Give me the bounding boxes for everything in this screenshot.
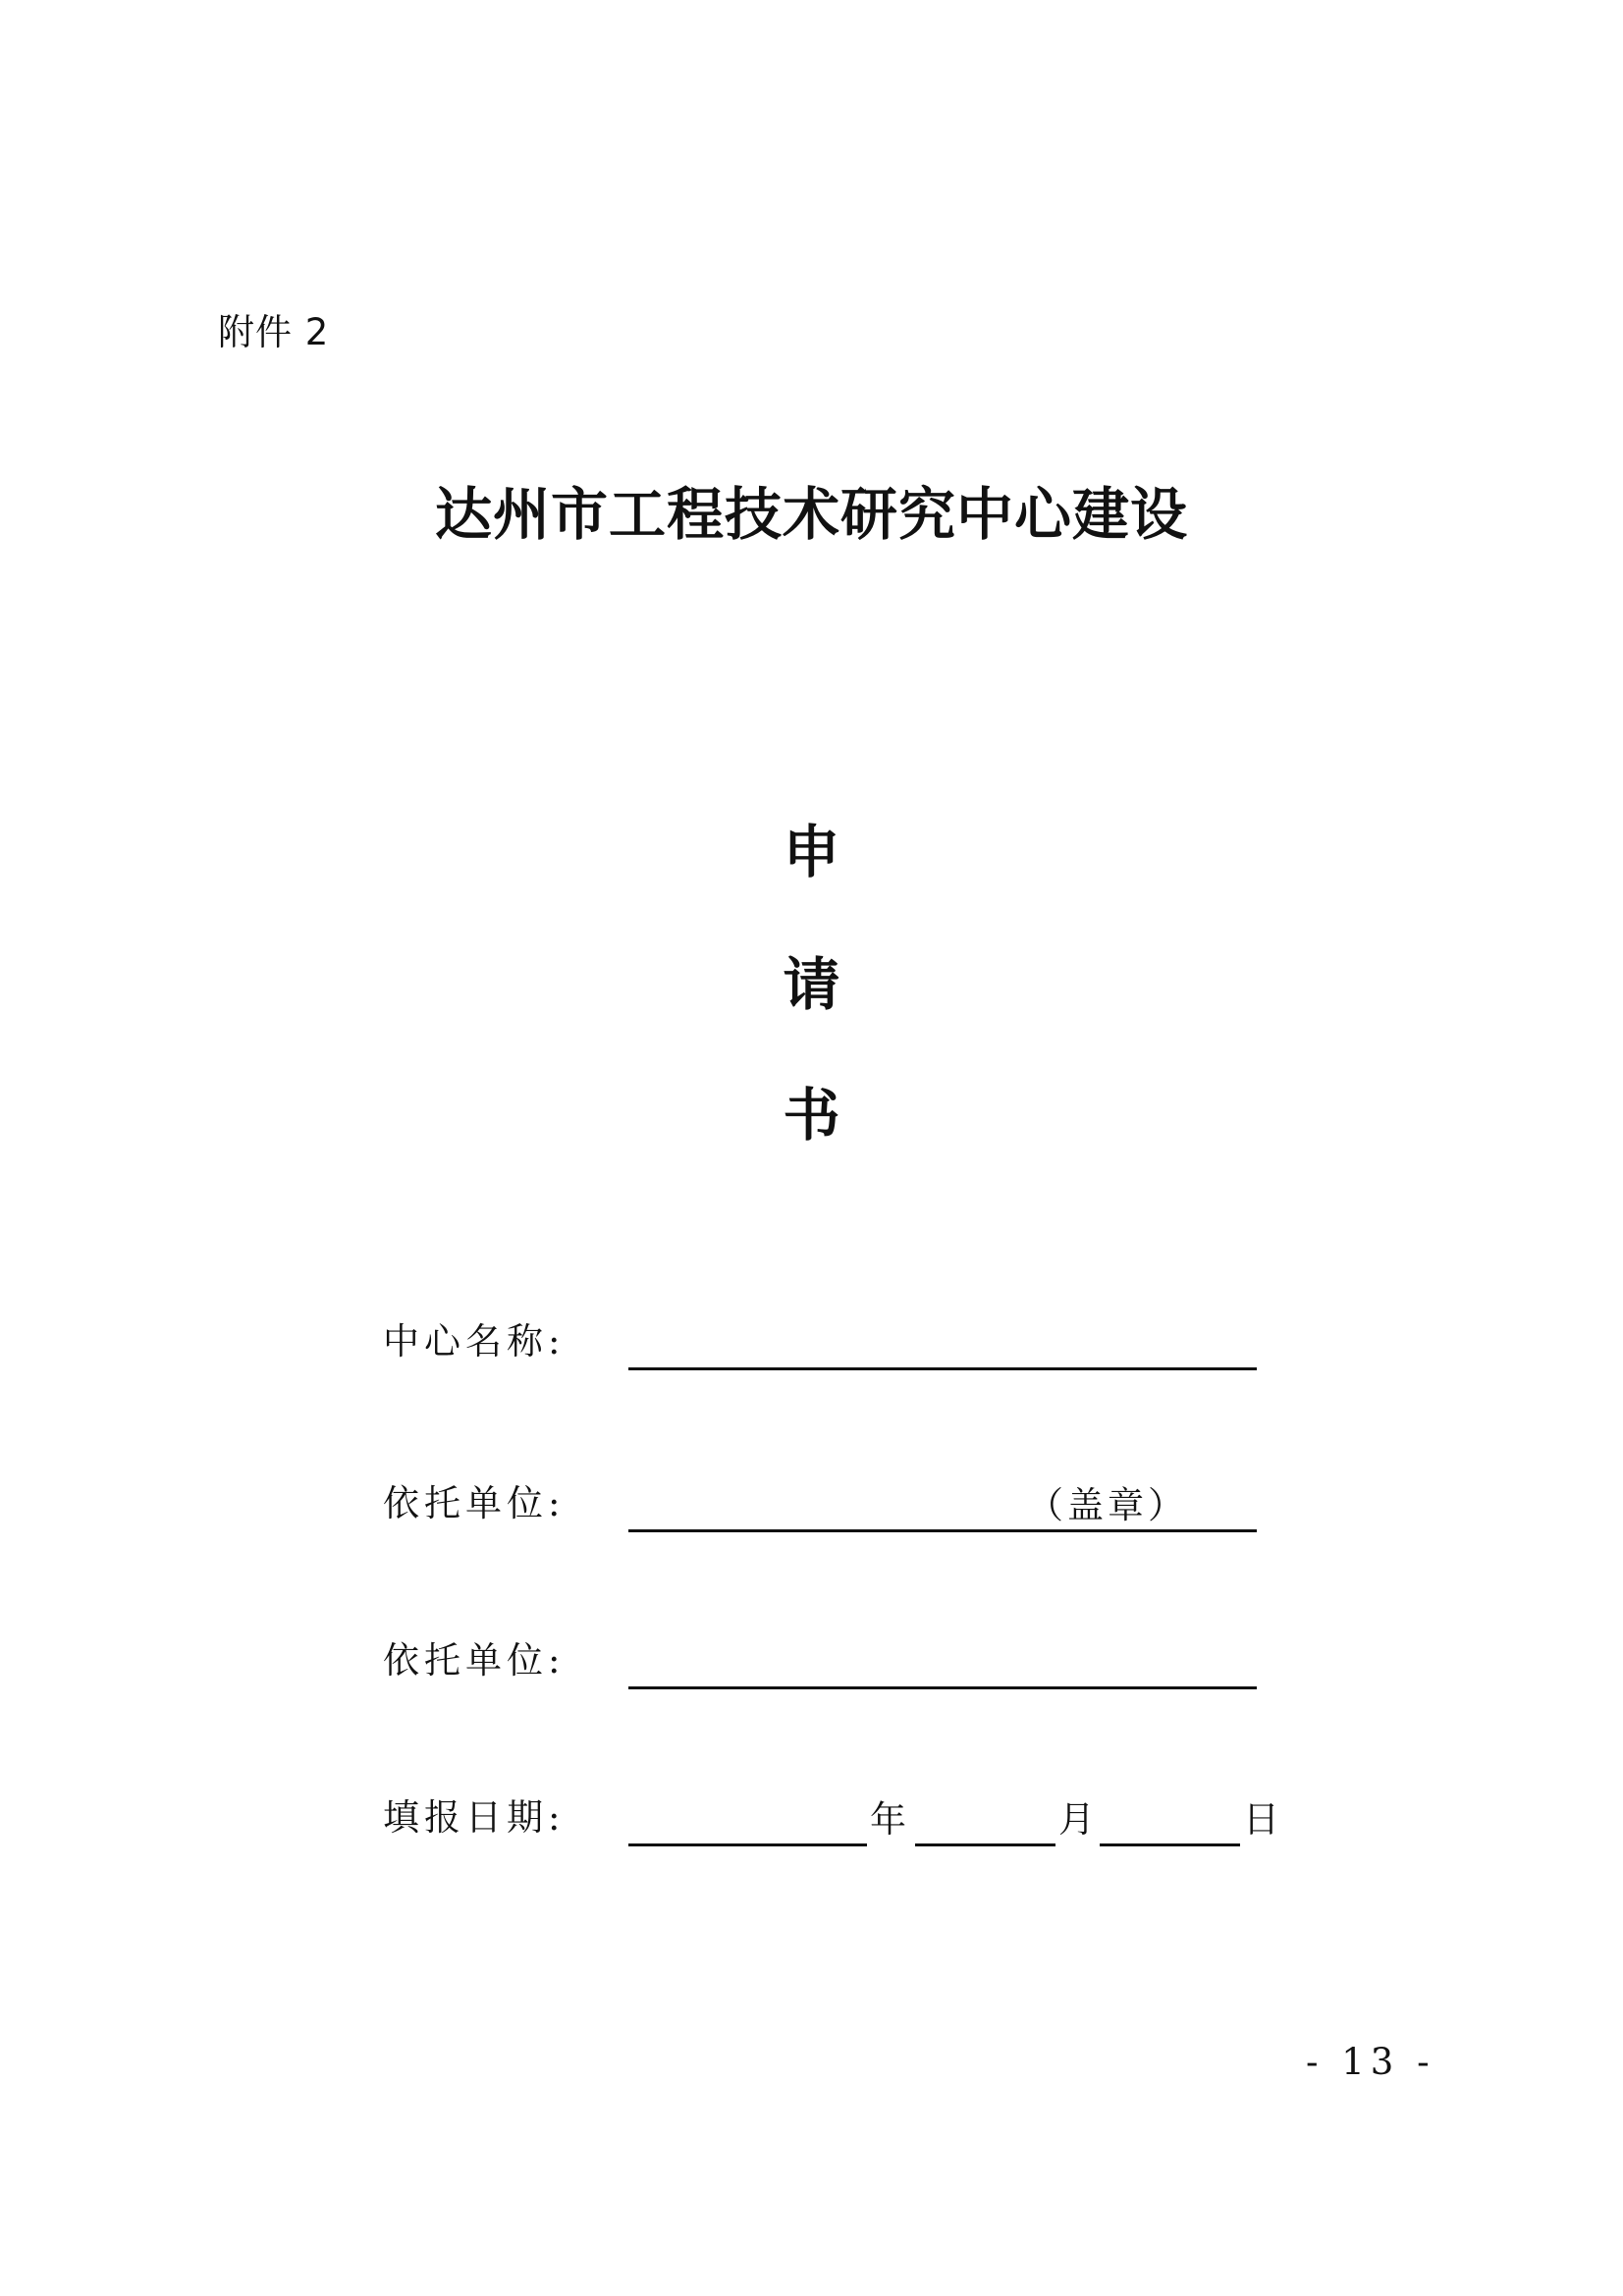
title-char-shu: 书 (783, 1082, 840, 1148)
support-unit-blank-1[interactable] (628, 1529, 1257, 1532)
year-unit: 年 (870, 1798, 906, 1841)
fill-date-label: 填报日期: (383, 1796, 566, 1839)
day-blank[interactable] (1100, 1843, 1240, 1846)
fill-date-field (383, 1791, 1286, 1846)
support-unit-label-1: 依托单位: (383, 1482, 566, 1524)
center-name-field (383, 1315, 1286, 1370)
support-unit-field-1 (383, 1477, 1286, 1532)
title-char-shen: 申 (783, 819, 840, 885)
support-unit-field-2 (383, 1634, 1286, 1689)
day-unit: 日 (1243, 1798, 1279, 1841)
support-unit-blank-2[interactable] (628, 1686, 1257, 1689)
support-unit-label-2: 依托单位: (383, 1639, 566, 1682)
center-name-label: 中心名称: (383, 1320, 566, 1362)
page-number: - 13 - (1306, 2041, 1435, 2083)
month-unit: 月 (1058, 1798, 1095, 1841)
month-blank[interactable] (915, 1843, 1055, 1846)
center-name-blank[interactable] (628, 1367, 1257, 1370)
attachment-label: 附件 2 (218, 311, 330, 353)
title-char-qing: 请 (783, 951, 840, 1018)
seal-note: （盖章） (1027, 1484, 1188, 1526)
year-blank[interactable] (628, 1843, 867, 1846)
document-title: 达州市工程技术研究中心建设 (434, 481, 1188, 548)
